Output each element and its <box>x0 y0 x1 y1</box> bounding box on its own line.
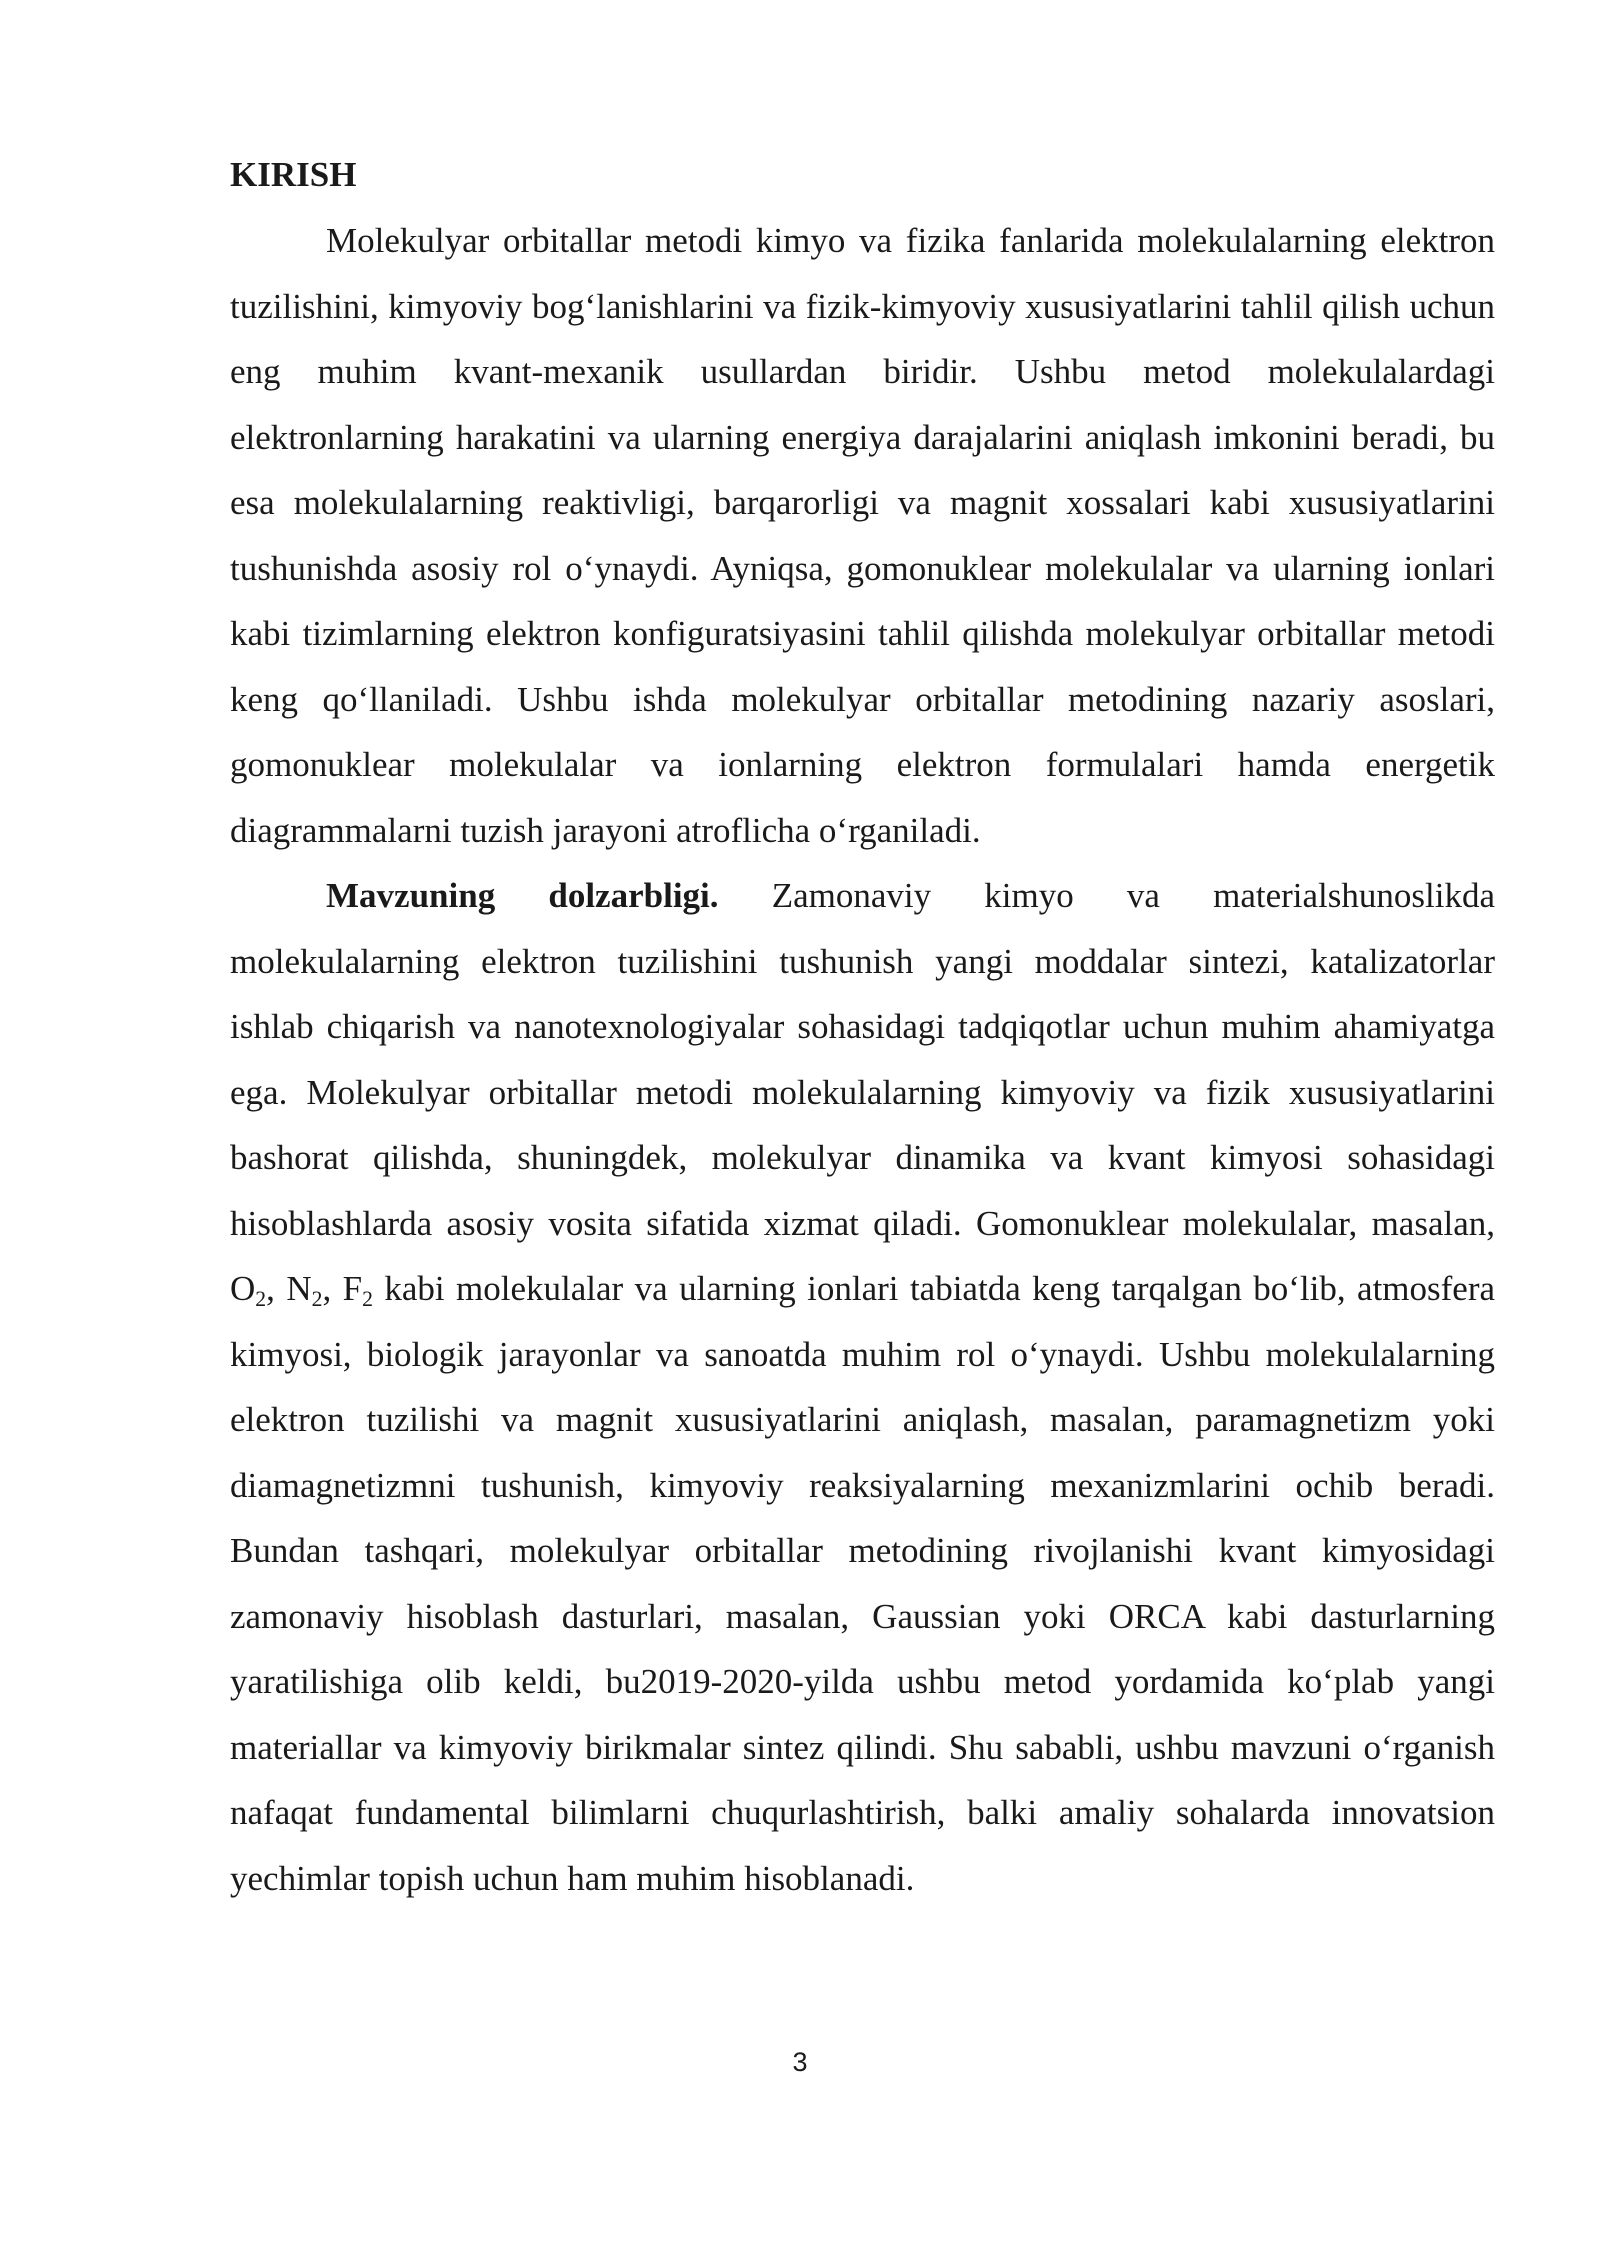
formula-f2: $F_2$ <box>342 1269 373 1312</box>
relevance-text-part2: kabi molekulalar va ularning ionlari tabiatda keng tarqalgan bo‘lib, atmosfera kimyosi, biologik jarayonlar va sanoatda muhim rol o‘ynaydi. Ushbu molekulalarning elektron tuzilishi va magnit xususiyatlarini aniqlash, masalan, paramagnetizm yoki diamagnetizmni tushunish, kimyoviy reaksiyalarning mexanizmlarini ochib beradi. Bundan tashqari, molekulyar orbitallar metodining rivojlanishi kvant kimyosidagi zamonaviy hisoblash dasturlari, masalan, Gaussian yoki ORCA kabi dasturlarning yaratilishiga olib keldi, bu2019-2020-yilda ushbu metod yordamida ko‘plab yangi materiallar va kimyoviy birikmalar sintez qilindi. Shu sababli, ushbu mavzuni o‘rganish nafaqat fundamental bilimlarni chuqurlashtirish, balki amaliy sohalarda innovatsion yechimlar topish uchun ham muhim hisoblanadi. <box>230 1269 1496 1898</box>
relevance-paragraph: Mavzuning dolzarbligi. Zamonaviy kimyo va materialshunoslikda molekulalarning elektron tuzilishini tushunish yangi moddalar sintezi, katalizatorlar ishlab chiqarish va nanotexnologiyalar sohasidagi tadqiqotlar uchun muhim ahamiyatga ega. Molekulyar orbitallar metodi molekulalarning kimyoviy va fizik xususiyatlarini bashorat qilishda, shuningdek, molekulyar dinamika va kvant kimyosi sohasidagi hisoblashlarda asosiy vosita sifatida xizmat qiladi. Gomonuklear molekulalar, masalan, $O_2$, $N_2$, $F_2$ kabi molekulalar va ularning ionlari tabiatda keng tarqalgan bo‘lib, atmosfera kimyosi, biologik jarayonlar va sanoatda muhim rol o‘ynaydi. Ushbu molekulalarning elektron tuzilishi va magnit xususiyatlarini aniqlash, masalan, paramagnetizm yoki diamagnetizmni tushunish, kimyoviy reaksiyalarning mexanizmlarini ochib beradi. Bundan tashqari, molekulyar orbitallar metodining rivojlanishi kvant kimyosidagi zamonaviy hisoblash dasturlari, masalan, Gaussian yoki ORCA kabi dasturlarning yaratilishiga olib keldi, bu2019-2020-yilda ushbu metod yordamida ko‘plab yangi materiallar va kimyoviy birikmalar sintez qilindi. Shu sababli, ushbu mavzuni o‘rganish nafaqat fundamental bilimlarni chuqurlashtirish, balki amaliy sohalarda innovatsion yechimlar topish uchun ham muhim hisoblanadi. <box>230 876 1496 1898</box>
relevance-lead: Mavzuning dolzarbligi. <box>326 876 719 915</box>
formula-o2: $O_2$ <box>230 1269 267 1312</box>
page-content <box>230 150 1495 1911</box>
page-number: 3 <box>792 2047 808 2077</box>
section-heading: KIRISH <box>230 155 357 194</box>
formula-n2: $N_2$ <box>286 1269 323 1312</box>
relevance-text-part1: Zamonaviy kimyo va materialshunoslikda molekulalarning elektron tuzilishini tushunish yangi moddalar sintezi, katalizatorlar ishlab chiqarish va nanotexnologiyalar sohasidagi tadqiqotlar uchun muhim ahamiyatga ega. Molekulyar orbitallar metodi molekulalarning kimyoviy va fizik xususiyatlarini bashorat qilishda, shuningdek, molekulyar dinamika va kvant kimyosi sohasidagi hisoblashlarda asosiy vosita sifatida xizmat qiladi. Gomonuklear molekulalar, masalan, <box>230 876 1495 1243</box>
intro-paragraph: Molekulyar orbitallar metodi kimyo va fizika fanlarida molekulalarning elektron tuzilishini, kimyoviy bog‘lanishlarini va fizik-kimyoviy xususiyatlarini tahlil qilish uchun eng muhim kvant-mexanik usullardan biridir. Ushbu metod molekulalardagi elektronlarning harakatini va ularning energiya darajalarini aniqlash imkonini beradi, bu esa molekulalarning reaktivligi, barqarorligi va magnit xossalari kabi xususiyatlarini tushunishda asosiy rol o‘ynaydi. Ayniqsa, gomonuklear molekulalar va ularning ionlari kabi tizimlarning elektron konfiguratsiyasini tahlil qilishda molekulyar orbitallar metodi keng qo‘llaniladi. Ushbu ishda molekulyar orbitallar metodining nazariy asoslari, gomonuklear molekulalar va ionlarning elektron formulalari hamda energetik diagrammalarni tuzish jarayoni atroflicha o‘rganiladi. <box>230 221 1495 850</box>
